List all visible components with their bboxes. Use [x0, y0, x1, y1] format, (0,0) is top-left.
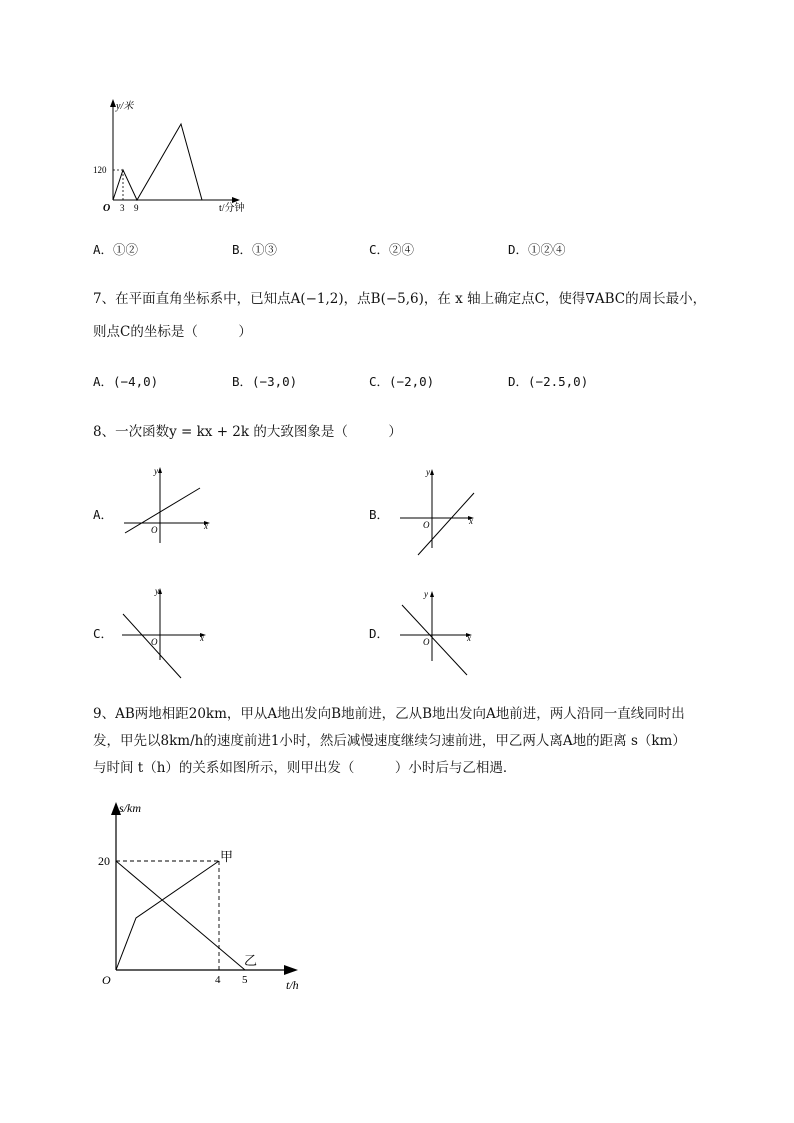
- origin-label: O: [151, 525, 158, 535]
- q9-stem-line1: 9、AB两地相距20km，甲从A地出发向B地前进，乙从B地出发向A地前进，两人沿同一直线同时出: [93, 706, 685, 722]
- q6-option-d[interactable]: D．①②④: [508, 242, 566, 257]
- q7-option-d[interactable]: D．(−2.5,0): [508, 374, 589, 389]
- q8-option-d-label[interactable]: D．: [369, 626, 390, 641]
- q6-graph: [88, 95, 258, 220]
- origin-label: O: [102, 973, 111, 987]
- x-label: x: [200, 633, 204, 643]
- y-label: y: [154, 466, 158, 476]
- q9-stem-line3: 与时间 t（h）的关系如图所示，则甲出发（ ）小时后与乙相遇．: [93, 760, 517, 776]
- yi-label: 乙: [244, 953, 258, 968]
- y-axis-label: y/米: [116, 101, 134, 112]
- x-tick-9: 9: [134, 203, 139, 213]
- y-label: y: [424, 589, 428, 599]
- q8-graph-a[interactable]: [120, 463, 215, 548]
- x-axis-arrow: [284, 965, 298, 975]
- x-label: x: [467, 633, 471, 643]
- x-tick-3: 3: [120, 203, 125, 213]
- q8-option-a-label[interactable]: A．: [93, 507, 114, 522]
- q9-graph: [90, 798, 320, 998]
- q8-graph-b[interactable]: [396, 463, 491, 558]
- origin-label: O: [423, 637, 430, 647]
- x-label: x: [204, 521, 208, 531]
- q9-stem-line2: 发，甲先以8km/h的速度前进1小时，然后减慢速度继续匀速前进，甲乙两人离A地的距离 s（km）: [93, 733, 686, 749]
- y-label: y: [426, 467, 430, 477]
- yi-line: [116, 861, 245, 970]
- q7-option-b[interactable]: B．(−3,0): [232, 374, 298, 389]
- y-tick-120: 120: [93, 165, 107, 175]
- origin-label: O: [151, 637, 158, 647]
- function-line: [402, 605, 467, 675]
- x-tick-4: 4: [215, 974, 221, 986]
- function-line: [125, 488, 200, 533]
- origin-label: O: [423, 520, 430, 530]
- q6-option-c[interactable]: C．②④: [369, 242, 415, 257]
- origin-label: O: [103, 203, 111, 214]
- y-axis-label: s/km: [119, 801, 141, 815]
- q7-option-a[interactable]: A．(−4,0): [93, 374, 159, 389]
- y-axis-arrow: [430, 591, 434, 597]
- y-label: y: [155, 586, 159, 596]
- x-label: x: [469, 516, 473, 526]
- distance-curve: [113, 124, 202, 200]
- q6-option-a[interactable]: A．①②: [93, 242, 139, 257]
- q7-option-c[interactable]: C．(−2,0): [369, 374, 435, 389]
- y-tick-20: 20: [98, 854, 110, 868]
- q8-graph-c[interactable]: [118, 582, 213, 682]
- x-axis-label: t/分钟: [219, 203, 245, 214]
- q8-option-b-label[interactable]: B．: [369, 507, 390, 522]
- x-axis-label: t/h: [286, 978, 299, 992]
- q8-option-c-label[interactable]: C．: [93, 626, 114, 641]
- q8-graph-d[interactable]: [396, 585, 491, 685]
- q6-option-b[interactable]: B．①③: [232, 242, 278, 257]
- y-axis-arrow: [430, 469, 434, 475]
- jia-line: [116, 861, 219, 970]
- jia-label: 甲: [220, 849, 234, 864]
- q7-stem-line1: 7、在平面直角坐标系中，已知点A(−1,2)，点B(−5,6)，在 x 轴上确定点C，使得∇ABC的周长最小，: [93, 291, 707, 307]
- q8-stem: 8、一次函数y = kx + 2k 的大致图象是（ ）: [93, 424, 402, 440]
- y-axis-arrow: [158, 467, 162, 473]
- q7-stem-line2: 则点C的坐标是（ ）: [93, 324, 252, 340]
- x-tick-5: 5: [242, 974, 248, 986]
